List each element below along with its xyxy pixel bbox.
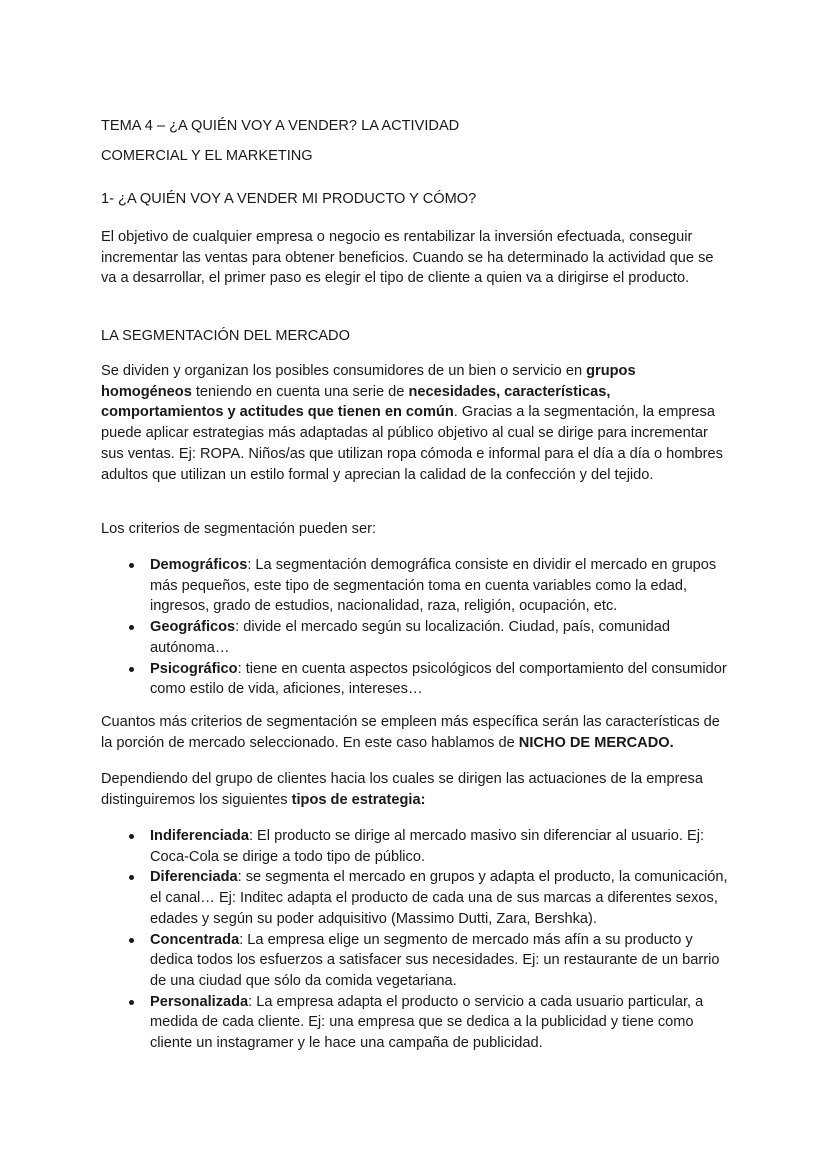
document-title-line1: TEMA 4 – ¿A QUIÉN VOY A VENDER? LA ACTIVIDAD (101, 118, 460, 134)
bold-text: necesidades, características, comportamientos y actitudes que tienen en común (101, 383, 611, 421)
text-run: : La empresa elige un segmento de mercado más afín a su producto y dedica todos los esfuerzos a satisfacer sus necesidades. Ej: un restaurante de un barrio de una ciudad que sólo da comida vegetariana. (150, 931, 720, 989)
intro-paragraph (101, 227, 729, 289)
bold-text: Personalizada (150, 993, 249, 1010)
bold-text: Psicográfico (150, 660, 238, 677)
text-run: El objetivo de cualquier empresa o negocio es rentabilizar la inversión efectuada, conseguir incrementar las ventas para obtener beneficios. Cuando se ha determinado la actividad que se va a desarrollar, el primer paso es elegir el tipo de cliente a quien va a dirigirse el producto. (101, 229, 714, 287)
list-item (101, 930, 729, 992)
bold-text: Diferenciada (150, 869, 238, 886)
text-run: Los criterios de segmentación pueden ser: (101, 521, 377, 537)
bold-text: Demográficos (150, 557, 248, 573)
bold-text: tipos de estrategia: (291, 791, 426, 808)
text-run: Dependiendo del grupo de clientes hacia los cuales se dirigen las actuaciones de la empresa distinguiremos los siguientes (101, 771, 703, 808)
bold-text: grupos homogéneos (101, 363, 636, 400)
text-run: . Gracias a la segmentación, la empresa puede aplicar estrategias más adaptadas al público objetivo al cual se dirige para incrementar sus ventas. Ej: ROPA. Niños/as que utilizan ropa cómoda e informal para el día a día o hombres adultos que utilizan un estilo formal y aprecian la calidad de la confección y del tejido. (101, 404, 723, 483)
criteria-list (101, 555, 729, 700)
strategy-intro (101, 769, 729, 810)
segmentation-heading: LA SEGMENTACIÓN DEL MERCADO (101, 328, 350, 344)
text-run: : La segmentación demográfica consiste en dividir el mercado en grupos más pequeños, este tipo de segmentación toma en cuenta variables como la edad, ingresos, grado de estudios, nacionalidad, raza, religión, ocupación, etc. (150, 557, 717, 615)
text-run: : La empresa adapta el producto o servicio a cada usuario particular, a medida de cada cliente. Ej: una empresa que se dedica a la publicidad y tiene como cliente un instagramer y le hace una campaña de publicidad. (150, 993, 704, 1052)
bold-text: Concentrada (150, 931, 240, 948)
text-run: Se dividen y organizan los posibles consumidores de un bien o servicio en (101, 363, 587, 379)
list-item (101, 555, 729, 617)
list-item (101, 617, 729, 658)
list-item (101, 867, 729, 929)
criteria-intro (101, 519, 729, 540)
bold-text: Indiferenciada (150, 828, 249, 844)
niche-paragraph (101, 712, 729, 753)
text-run: : tiene en cuenta aspectos psicológicos del comportamiento del consumidor como estilo de vida, aficiones, intereses… (150, 660, 727, 698)
text-run: : se segmenta el mercado en grupos y adapta el producto, la comunicación, el canal… Ej: Inditec adapta el producto de cada una de sus marcas a diferentes sexos, edades y según su poder adquisitivo (Massimo Dutti, Zara, Bershka). (150, 869, 728, 927)
document-title-line2: COMERCIAL Y EL MARKETING (101, 148, 313, 164)
list-item (101, 659, 729, 700)
list-item (101, 826, 729, 867)
bold-text: Geográficos (150, 619, 236, 636)
text-run: : El producto se dirige al mercado masivo sin diferenciar al usuario. Ej: Coca-Cola se dirige a todo tipo de público. (150, 828, 705, 865)
segmentation-paragraph (101, 361, 729, 485)
text-run: : divide el mercado según su localización. Ciudad, país, comunidad autónoma… (150, 619, 670, 656)
text-run: teniendo en cuenta una serie de (191, 383, 409, 400)
strategy-list (101, 826, 729, 1054)
list-item (101, 992, 729, 1054)
section-heading: 1- ¿A QUIÉN VOY A VENDER MI PRODUCTO Y CÓMO? (101, 191, 477, 207)
bold-text: NICHO DE MERCADO. (518, 734, 674, 751)
text-run: Cuantos más criterios de segmentación se empleen más específica serán las características de la porción de mercado seleccionado. En este caso hablamos de (101, 714, 720, 751)
